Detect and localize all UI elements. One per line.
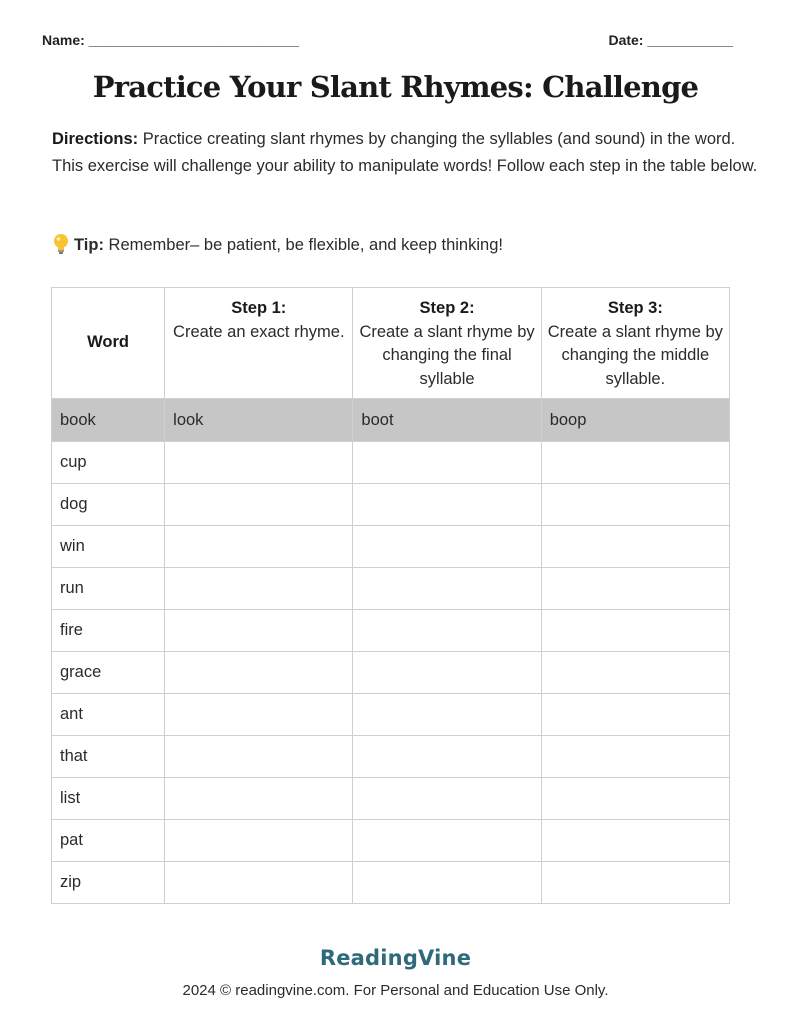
table-row bbox=[52, 862, 730, 904]
example-row bbox=[52, 399, 730, 442]
word-cell: pat bbox=[52, 820, 165, 862]
step-2-answer-cell[interactable] bbox=[353, 442, 541, 484]
step-3-answer-cell[interactable] bbox=[541, 694, 729, 736]
example-word: book bbox=[52, 399, 165, 442]
word-cell: zip bbox=[52, 862, 165, 904]
tip-text: Remember– be patient, be flexible, and keep thinking! bbox=[103, 236, 503, 254]
step-1-answer-cell[interactable] bbox=[165, 484, 353, 526]
step-3-answer-cell[interactable] bbox=[541, 610, 729, 652]
table-header-row bbox=[52, 288, 730, 399]
step-1-answer-cell[interactable] bbox=[165, 652, 353, 694]
step-2-answer-cell[interactable] bbox=[353, 610, 541, 652]
table-row bbox=[52, 526, 730, 568]
step-1-answer-cell[interactable] bbox=[165, 862, 353, 904]
step-2-answer-cell[interactable] bbox=[353, 484, 541, 526]
header-step-1: Step 1: Create an exact rhyme. bbox=[165, 288, 353, 399]
table-row bbox=[52, 778, 730, 820]
table-row bbox=[52, 484, 730, 526]
tip-label: Tip: bbox=[74, 236, 104, 254]
example-step-2: boot bbox=[353, 399, 541, 442]
step-1-answer-cell[interactable] bbox=[165, 526, 353, 568]
step-2-answer-cell[interactable] bbox=[353, 652, 541, 694]
step-2-answer-cell[interactable] bbox=[353, 862, 541, 904]
header-word: Word bbox=[52, 288, 165, 399]
step-3-answer-cell[interactable] bbox=[541, 862, 729, 904]
step-3-answer-cell[interactable] bbox=[541, 484, 729, 526]
step-3-answer-cell[interactable] bbox=[541, 652, 729, 694]
worksheet-header bbox=[42, 32, 733, 54]
name-field[interactable]: Name: ___________________________ bbox=[42, 32, 299, 48]
example-step-1: look bbox=[165, 399, 353, 442]
step-2-answer-cell[interactable] bbox=[353, 568, 541, 610]
word-cell: dog bbox=[52, 484, 165, 526]
step-3-answer-cell[interactable] bbox=[541, 736, 729, 778]
directions-text: Practice creating slant rhymes by changing the syllables (and sound) in the word. This exercise will challenge your ability to manipulate words! Follow each step in the table below. bbox=[52, 130, 758, 175]
lightbulb-icon bbox=[52, 233, 70, 255]
step-2-answer-cell[interactable] bbox=[353, 736, 541, 778]
table-row bbox=[52, 568, 730, 610]
word-cell: fire bbox=[52, 610, 165, 652]
rhyme-table bbox=[51, 287, 730, 904]
step-3-answer-cell[interactable] bbox=[541, 568, 729, 610]
word-cell: win bbox=[52, 526, 165, 568]
readingvine-logo: ReadingVine bbox=[319, 946, 472, 970]
step-2-answer-cell[interactable] bbox=[353, 694, 541, 736]
word-cell: run bbox=[52, 568, 165, 610]
word-cell: that bbox=[52, 736, 165, 778]
word-cell: ant bbox=[52, 694, 165, 736]
step-3-answer-cell[interactable] bbox=[541, 778, 729, 820]
page-title: Practice Your Slant Rhymes: Challenge bbox=[92, 70, 699, 104]
step-1-answer-cell[interactable] bbox=[165, 736, 353, 778]
table-row bbox=[52, 694, 730, 736]
table-row bbox=[52, 442, 730, 484]
word-cell: list bbox=[52, 778, 165, 820]
footer-copyright: 2024 © readingvine.com. For Personal and Education Use Only. bbox=[182, 982, 609, 999]
header-step-3: Step 3: Create a slant rhyme by changing the middle syllable. bbox=[541, 288, 729, 399]
table-row bbox=[52, 736, 730, 778]
example-step-3: boop bbox=[541, 399, 729, 442]
header-step-2: Step 2: Create a slant rhyme by changing the final syllable bbox=[353, 288, 541, 399]
step-1-answer-cell[interactable] bbox=[165, 820, 353, 862]
step-1-answer-cell[interactable] bbox=[165, 694, 353, 736]
directions bbox=[52, 126, 762, 180]
step-3-answer-cell[interactable] bbox=[541, 442, 729, 484]
step-2-answer-cell[interactable] bbox=[353, 820, 541, 862]
step-2-answer-cell[interactable] bbox=[353, 778, 541, 820]
step-1-answer-cell[interactable] bbox=[165, 610, 353, 652]
step-1-answer-cell[interactable] bbox=[165, 442, 353, 484]
word-cell: cup bbox=[52, 442, 165, 484]
word-cell: grace bbox=[52, 652, 165, 694]
directions-label: Directions: bbox=[52, 130, 139, 148]
table-row bbox=[52, 652, 730, 694]
step-1-answer-cell[interactable] bbox=[165, 568, 353, 610]
step-3-answer-cell[interactable] bbox=[541, 526, 729, 568]
table-row bbox=[52, 820, 730, 862]
step-1-answer-cell[interactable] bbox=[165, 778, 353, 820]
tip bbox=[52, 232, 503, 259]
date-field[interactable]: Date: ___________ bbox=[608, 32, 733, 48]
step-2-answer-cell[interactable] bbox=[353, 526, 541, 568]
table-row bbox=[52, 610, 730, 652]
step-3-answer-cell[interactable] bbox=[541, 820, 729, 862]
